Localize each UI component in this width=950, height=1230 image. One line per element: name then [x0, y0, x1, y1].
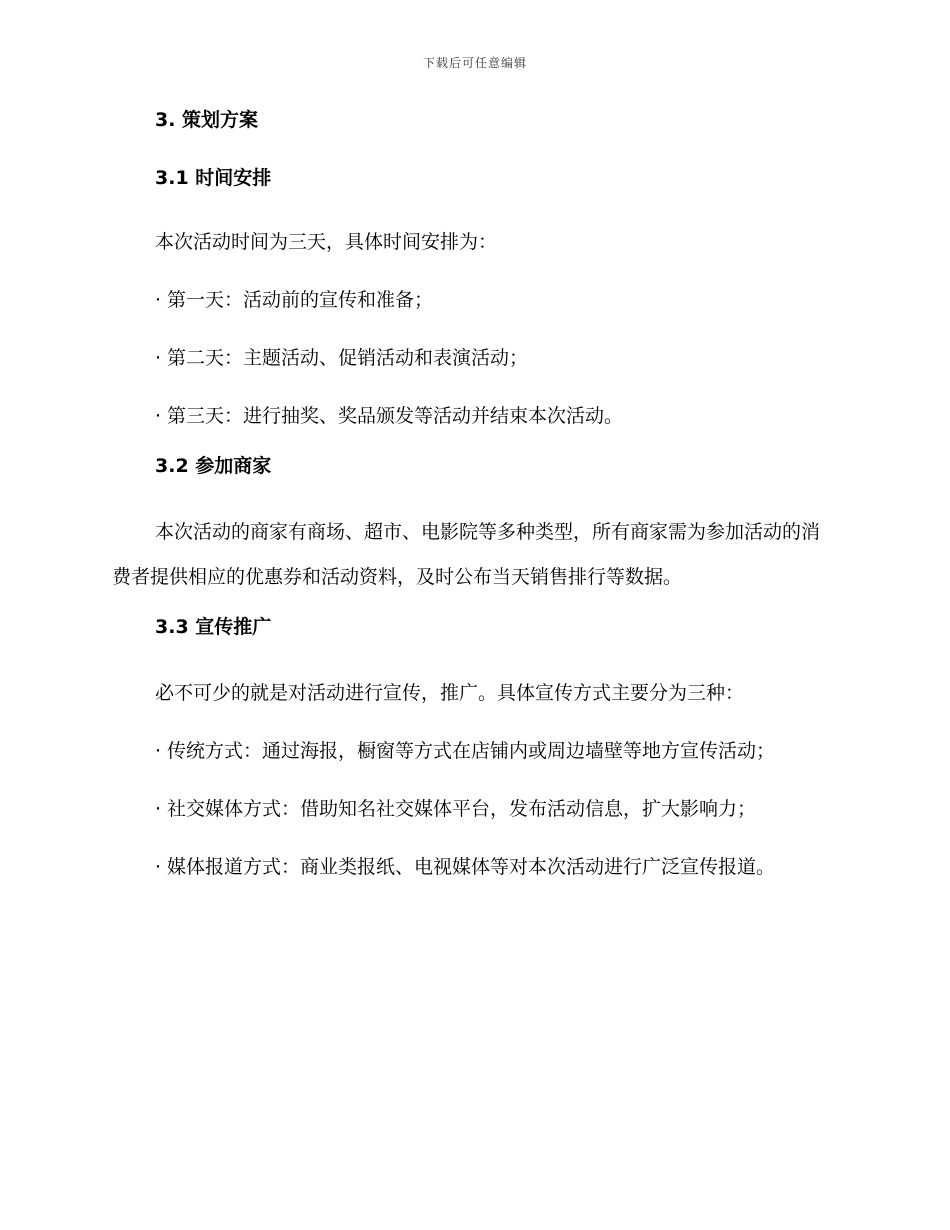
paragraph-merchants: 本次活动的商家有商场、超市、电影院等多种类型，所有商家需为参加活动的消费者提供相应的优惠券和活动资料，及时公布当天销售排行等数据。	[112, 521, 821, 588]
list-item-day-2: · 第二天：主题活动、促销活动和表演活动；	[155, 347, 529, 369]
list-item-social-media: · 社交媒体方式：借助知名社交媒体平台，发布活动信息，扩大影响力；	[155, 798, 757, 820]
section-heading-3-2: 3.2 参加商家	[155, 455, 272, 477]
section-heading-3: 3. 策划方案	[155, 109, 259, 131]
list-item-traditional: · 传统方式：通过海报，橱窗等方式在店铺内或周边墙壁等地方宣传活动；	[155, 740, 776, 762]
paragraph-promotion-intro: 必不可少的就是对活动进行宣传，推广。具体宣传方式主要分为三种：	[155, 682, 745, 704]
list-item-day-3: · 第三天：进行抽奖、奖品颁发等活动并结束本次活动。	[155, 405, 624, 427]
page-header-note: 下载后可任意编辑	[422, 56, 527, 70]
list-item-day-1: · 第一天：活动前的宣传和准备；	[155, 289, 434, 311]
list-item-press: · 媒体报道方式：商业类报纸、电视媒体等对本次活动进行广泛宣传报道。	[155, 856, 776, 878]
section-heading-3-3: 3.3 宣传推广	[155, 616, 272, 638]
paragraph-schedule-intro: 本次活动时间为三天，具体时间安排为：	[155, 231, 498, 253]
document-body	[112, 106, 832, 903]
section-heading-3-1: 3.1 时间安排	[155, 167, 272, 189]
